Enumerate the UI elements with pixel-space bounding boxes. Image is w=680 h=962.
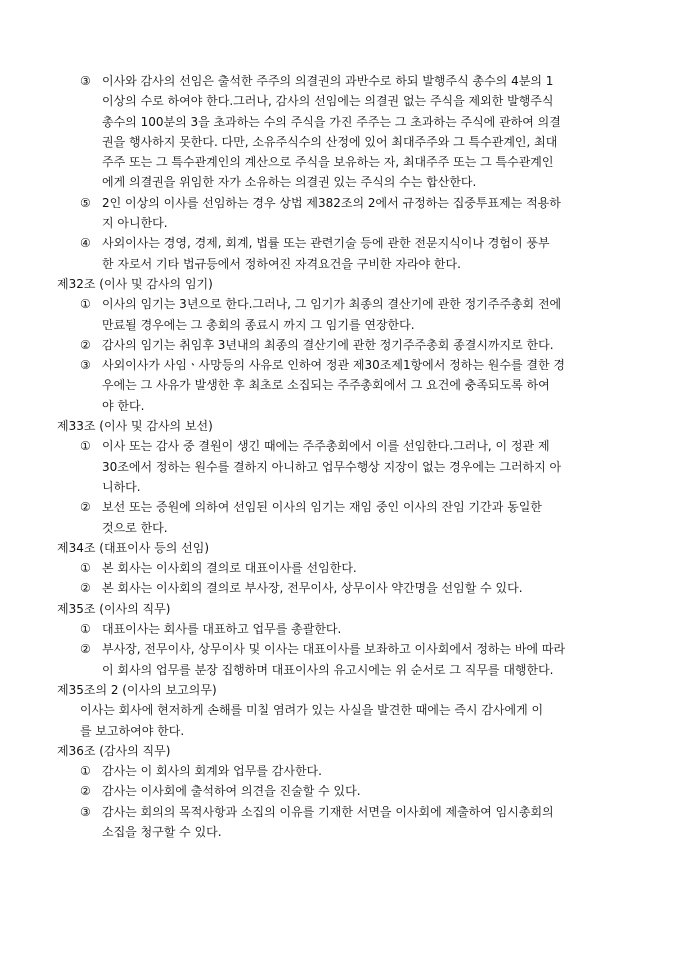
clause-text: 감사는 회의의 목적사항과 소집의 이유를 기재한 서면을 이사회에 제출하여 임시총회의 <box>102 804 554 819</box>
clause-text: 감사는 이 회사의 회계와 업무를 감사한다. <box>102 764 322 779</box>
article-heading: 제33조 (이사 및 감사의 보선) <box>57 419 213 434</box>
clause-line <box>0 233 680 253</box>
clause-line <box>0 396 680 416</box>
clause-number: ① <box>80 764 91 779</box>
article-heading: 제36조 (감사의 직무) <box>57 743 171 758</box>
clause-text: 총수의 100분의 3을 초과하는 수의 주식을 가진 주주는 그 초과하는 주식에 관하여 의결 <box>102 114 561 129</box>
clause-line <box>0 518 680 538</box>
clause-text: 권을 행사하지 못한다. 다만, 소유주식수의 산정에 있어 최대주주와 그 특수관계인, 최대 <box>102 134 558 149</box>
clause-number: ① <box>80 622 91 637</box>
clause-text: 사외이사가 사임ㆍ사망등의 사유로 인하여 정관 제30조제1항에서 정하는 원수를 결한 경 <box>102 358 565 373</box>
clause-line <box>0 477 680 497</box>
clause-line <box>0 172 680 192</box>
clause-text: 30조에서 정하는 원수를 결하지 아니하고 업무수행상 지장이 없는 경우에는 그러하지 아 <box>102 459 562 474</box>
clause-line <box>0 578 680 598</box>
paragraph-line: 를 보고하여야 한다. <box>80 723 185 738</box>
clause-number: ① <box>80 297 91 312</box>
article-heading: 제35조 (이사의 직무) <box>57 601 171 616</box>
clause-text: 우에는 그 사유가 발생한 후 최초로 소집되는 주주총회에서 그 요건에 충족되도록 하여 <box>102 378 550 393</box>
clause-text: 본 회사는 이사회의 결의로 부사장, 전무이사, 상무이사 약간명을 선임할 수 있다. <box>102 581 523 596</box>
clause-text: 부사장, 전무이사, 상무이사 및 이사는 대표이사를 보좌하고 이사회에서 정하는 바에 따라 <box>102 642 566 657</box>
clause-line <box>0 457 680 477</box>
clause-number: ③ <box>80 74 91 88</box>
clause-line <box>0 660 680 680</box>
clause-text: 이 회사의 업무를 분장 집행하며 대표이사의 유고시에는 위 순서로 그 직무를 대행한다. <box>102 662 554 677</box>
clause-text: 감사는 이사회에 출석하여 의견을 진술할 수 있다. <box>102 784 361 799</box>
clause-text: 지 아니한다. <box>102 216 168 231</box>
article-heading: 제34조 (대표이사 등의 선임) <box>57 540 209 555</box>
clause-text: 대표이사는 회사를 대표하고 업무를 총괄한다. <box>102 622 342 637</box>
clause-line <box>0 761 680 781</box>
clause-text: 이상의 수로 하여야 한다.그러나, 감사의 선임에는 의결권 없는 주식을 제외한 발행주식 <box>102 94 554 109</box>
clause-line <box>0 294 680 314</box>
clause-line <box>0 802 680 822</box>
clause-text: 에게 의결권을 위임한 자가 소유하는 의결권 있는 주식의 수는 합산한다. <box>102 175 477 190</box>
clause-text: 한 자로서 기타 법규등에서 정하여진 자격요건을 구비한 자라야 한다. <box>102 256 461 271</box>
clause-line <box>0 375 680 395</box>
clause-line <box>0 213 680 233</box>
clause-number: ② <box>80 784 91 799</box>
clause-number: ② <box>80 642 91 657</box>
clause-number: ③ <box>80 358 91 373</box>
clause-line <box>0 497 680 517</box>
clause-text: 니하다. <box>102 479 141 494</box>
clause-line <box>0 436 680 456</box>
clause-number: ② <box>80 337 91 352</box>
clause-line <box>0 781 680 801</box>
clause-line <box>0 355 680 375</box>
clause-line <box>0 558 680 578</box>
clause-text: 감사의 임기는 취임후 3년내의 최종의 결산기에 관한 정기주주총회 종결시까지로 한다. <box>102 337 554 352</box>
clause-line <box>0 254 680 274</box>
clause-text: 사외이사는 경영, 경제, 회계, 법률 또는 관련기술 등에 관한 전문지식이나 경험이 풍부 <box>102 236 550 251</box>
clause-text: 소집을 청구할 수 있다. <box>102 824 222 839</box>
clause-line <box>0 71 680 91</box>
clause-line <box>0 132 680 152</box>
clause-text: 이사 또는 감사 중 결원이 생긴 때에는 주주총회에서 이를 선임한다.그러나, 이 정관 제 <box>102 439 550 454</box>
clause-line <box>0 639 680 659</box>
clause-number: ① <box>80 439 91 454</box>
clause-line <box>0 152 680 172</box>
clause-line <box>0 193 680 213</box>
clause-text: 이사와 감사의 선임은 출석한 주주의 의결권의 과반수로 하되 발행주식 총수의 4분의 1 <box>102 74 554 88</box>
paragraph-line: 이사는 회사에 현저하게 손해를 미칠 염려가 있는 사실을 발견한 때에는 즉시 감사에게 이 <box>80 703 544 718</box>
article-heading: 제35조의 2 (이사의 보고의무) <box>57 682 217 697</box>
clause-text: 것으로 한다. <box>102 520 168 535</box>
clause-text: 야 한다. <box>102 398 145 413</box>
clause-text: 보선 또는 증원에 의하여 선임된 이사의 임기는 재임 중인 이사의 잔임 기간과 동일한 <box>102 500 542 515</box>
clause-line <box>0 315 680 335</box>
clause-number: ① <box>80 561 91 576</box>
clause-line <box>0 112 680 132</box>
clause-line <box>0 335 680 355</box>
clause-number: ② <box>80 500 91 515</box>
clause-number: ⑤ <box>80 195 91 210</box>
clause-number: ③ <box>80 804 91 819</box>
clause-line <box>0 91 680 111</box>
article-heading: 제32조 (이사 및 감사의 임기) <box>57 276 213 291</box>
clause-line <box>0 822 680 842</box>
clause-text: 2인 이상의 이사를 선임하는 경우 상법 제382조의 2에서 규정하는 집중투표제는 적용하 <box>102 195 561 210</box>
clause-text: 만료될 경우에는 그 총회의 종료시 까지 그 임기를 연장한다. <box>102 317 415 332</box>
clause-text: 본 회사는 이사회의 결의로 대표이사를 선임한다. <box>102 561 357 576</box>
clause-line <box>0 619 680 639</box>
clause-text: 이사의 임기는 3년으로 한다.그러나, 그 임기가 최종의 결산기에 관한 정기주주총회 전에 <box>102 297 562 312</box>
clause-number: ② <box>80 581 91 596</box>
clause-text: 주주 또는 그 특수관계인의 계산으로 주식을 보유하는 자, 최대주주 또는 그 특수관계인 <box>102 155 554 170</box>
clause-number: ④ <box>80 236 91 251</box>
